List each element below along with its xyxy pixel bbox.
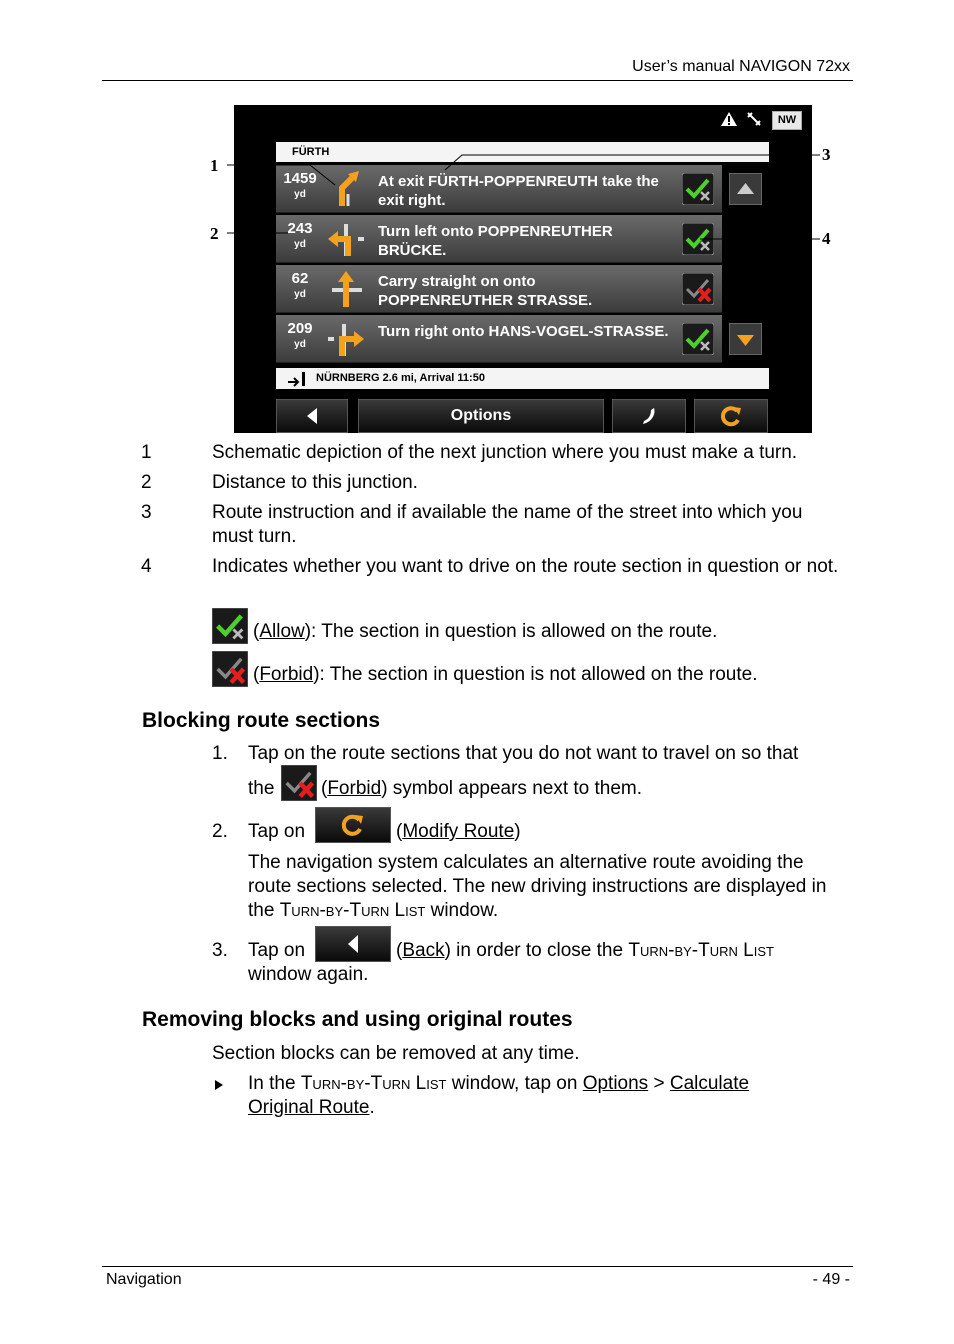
route-row-3[interactable] — [276, 265, 722, 313]
legend-num-4: 4 — [141, 556, 152, 577]
header-rule — [102, 80, 853, 81]
turn-right-arrow-icon — [326, 320, 366, 358]
step-2-tap: Tap on — [248, 821, 306, 842]
row-instruction: Carry straight on onto POPPENREUTHER STRASSE. — [378, 273, 593, 309]
forbid-icon — [212, 651, 248, 687]
callout-1: 1 — [210, 156, 219, 175]
step-1-rest: (Forbid) symbol appears next to them. — [321, 778, 643, 799]
straight-arrow-icon — [326, 270, 366, 308]
compass-direction: NW — [772, 111, 802, 130]
page-number: - 49 - — [812, 1271, 850, 1288]
heading-blocking: Blocking route sections — [142, 709, 381, 732]
step-2-desc: The navigation system calculates an alternative route avoiding the route sections selected. The new driving instructions are displayed in the Turn-by-Turn List window. — [248, 852, 827, 921]
back-link[interactable]: Back — [402, 940, 445, 961]
modify-route-icon — [315, 807, 391, 843]
step-3-text: (Back) in order to close the Turn-by-Turn List — [396, 940, 774, 961]
scroll-down-button[interactable] — [729, 323, 762, 355]
allow-icon — [212, 608, 248, 644]
footer-rule — [102, 1266, 853, 1267]
legend-text-3: Route instruction and if available the name of the street into which you must turn. — [212, 502, 803, 547]
destination-flag-icon — [284, 370, 310, 387]
footer-section: Navigation — [106, 1271, 182, 1288]
status-bar — [234, 105, 812, 141]
row-instruction: Turn left onto POPPENREUTHER BRÜCKE. — [378, 223, 613, 259]
step-3-tap: Tap on — [248, 940, 306, 961]
forbid-desc: (Forbid): The section in question is not allowed on the route. — [253, 664, 758, 685]
row-distance: 62 yd — [291, 270, 309, 300]
callout-4: 4 — [822, 229, 831, 248]
current-city: FÜRTH — [276, 142, 769, 162]
legend-num-3: 3 — [141, 502, 152, 523]
forbid-icon — [281, 765, 317, 801]
forbid-link[interactable]: Forbid — [327, 778, 382, 799]
row-distance: 1459 yd — [283, 170, 317, 200]
refresh-icon — [341, 813, 365, 837]
legend-num-2: 2 — [141, 472, 152, 493]
allow-check-icon[interactable] — [682, 323, 714, 355]
options-button[interactable]: Options — [358, 399, 604, 433]
phone-button[interactable] — [612, 399, 686, 433]
legend-text-2: Distance to this junction. — [212, 472, 418, 493]
legend-num-1: 1 — [141, 442, 152, 463]
step-1-the: the — [248, 778, 275, 799]
row-distance: 243 yd — [287, 220, 313, 250]
row-instruction: At exit FÜRTH-POPPENREUTH take the exit right. — [378, 173, 659, 209]
back-button[interactable] — [276, 399, 348, 433]
warning-icon — [720, 111, 738, 127]
row-instruction: Turn right onto HANS-VOGEL-STRASSE. — [378, 323, 669, 340]
allow-desc: (Allow): The section in question is allowed on the route. — [253, 621, 718, 642]
section2-intro: Section blocks can be removed at any time. — [212, 1043, 580, 1064]
step-1-num: 1. — [212, 743, 228, 764]
allow-link[interactable]: Allow — [259, 621, 305, 642]
route-row-4[interactable] — [276, 315, 722, 363]
step-2-link-wrap: (Modify Route) — [396, 821, 521, 842]
step-1-line1: Tap on the route sections that you do not want to travel on so that — [248, 743, 799, 764]
calculate-link[interactable]: Calculate — [669, 1073, 750, 1094]
step-2-num: 2. — [212, 821, 228, 842]
callout-3: 3 — [822, 145, 831, 164]
options-link[interactable]: Options — [582, 1073, 649, 1094]
section2-bullet: In the Turn-by-Turn List window, tap on Options > Calculate Original Route. — [248, 1073, 750, 1118]
forbid-link[interactable]: Forbid — [259, 664, 314, 685]
manual-title: User’s manual NAVIGON 72xx — [632, 58, 850, 75]
phone-icon — [640, 406, 658, 426]
destination-bar — [276, 368, 769, 389]
back-arrow-icon — [346, 934, 360, 954]
forbid-icon[interactable] — [682, 273, 714, 305]
callout-lines — [200, 140, 850, 250]
destination-text: NÜRNBERG 2.6 mi, Arrival 11:50 — [316, 372, 485, 384]
back-arrow-icon — [305, 407, 319, 425]
back-icon — [315, 926, 391, 962]
heading-removing: Removing blocks and using original routes — [142, 1008, 573, 1031]
modify-route-link[interactable]: Modify Route — [402, 821, 515, 842]
row-distance: 209 yd — [287, 320, 313, 350]
original-route-link[interactable]: Original Route — [248, 1097, 370, 1118]
bullet-triangle-icon — [214, 1079, 224, 1091]
callout-2: 2 — [210, 224, 219, 243]
modify-route-button[interactable] — [694, 399, 768, 433]
satellite-icon — [746, 111, 762, 127]
step-3-num: 3. — [212, 940, 228, 961]
legend-text-1: Schematic depiction of the next junction where you must make a turn. — [212, 442, 798, 463]
refresh-icon — [720, 405, 742, 427]
legend-text-4: Indicates whether you want to drive on the route section in question or not. — [212, 556, 839, 577]
step-3-end: window again. — [248, 964, 369, 985]
